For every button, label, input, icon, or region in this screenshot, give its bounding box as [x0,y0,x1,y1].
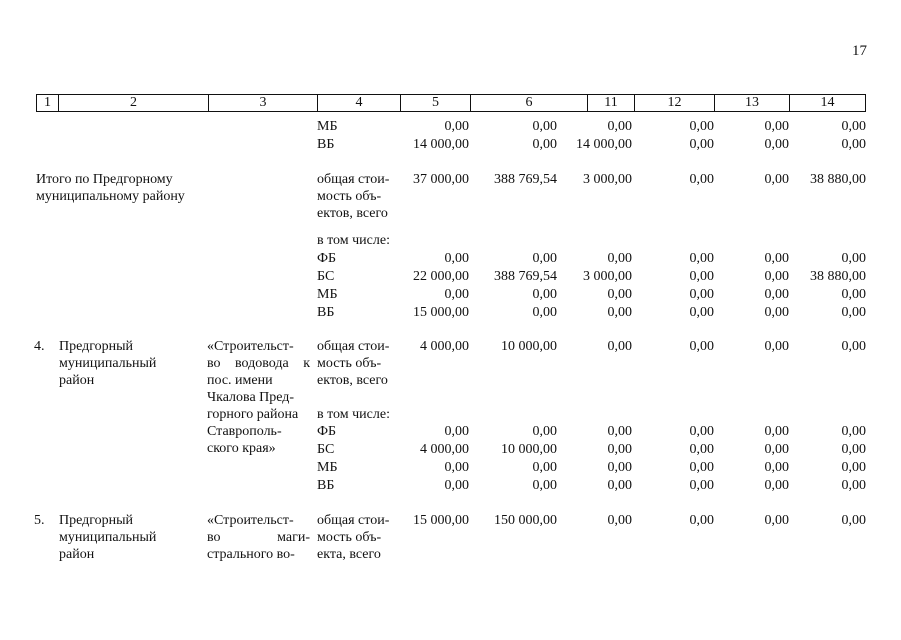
funding-source-label: ФБ [317,251,337,266]
object-name: во водовода к [207,356,310,371]
value-cell: 0,00 [607,339,632,354]
value-cell: 0,00 [532,478,557,493]
value-cell: 0,00 [444,251,469,266]
value-cell: 0,00 [607,305,632,320]
item-number: 4. [34,339,45,354]
value-cell: 0,00 [764,478,789,493]
value-cell: 10 000,00 [501,339,557,354]
value-cell: 4 000,00 [420,339,469,354]
value-cell: 3 000,00 [583,269,632,284]
value-cell: 0,00 [444,119,469,134]
value-cell: 0,00 [607,287,632,302]
object-name: горного района [207,407,299,422]
value-cell: 388 769,54 [494,269,557,284]
funding-source-label: БС [317,269,335,284]
value-cell: 0,00 [764,305,789,320]
value-cell: 22 000,00 [413,269,469,284]
header-col-14: 14 [820,95,835,110]
value-cell: 37 000,00 [413,172,469,187]
funding-source-label: МБ [317,119,338,134]
value-cell: 10 000,00 [501,442,557,457]
value-cell: 15 000,00 [413,305,469,320]
value-cell: 0,00 [841,287,866,302]
value-cell: 0,00 [607,478,632,493]
cost-label: екта, всего [317,547,381,562]
value-cell: 0,00 [444,287,469,302]
object-name: стрального во- [207,547,295,562]
value-cell: 0,00 [532,119,557,134]
object-name: маги- [277,530,310,545]
value-cell: 0,00 [607,513,632,528]
value-cell: 0,00 [689,287,714,302]
value-cell: 3 000,00 [583,172,632,187]
value-cell: 14 000,00 [413,137,469,152]
funding-source-label: ФБ [317,424,337,439]
object-name: пос. имени [207,373,273,388]
value-cell: 0,00 [607,442,632,457]
header-col-2: 2 [59,95,209,111]
including-label: в том числе: [317,233,390,248]
funding-source-label: ВБ [317,137,335,152]
value-cell: 0,00 [689,137,714,152]
value-cell: 0,00 [689,269,714,284]
value-cell: 388 769,54 [494,172,557,187]
value-cell: 4 000,00 [420,442,469,457]
header-col-5: 5 [401,95,471,111]
value-cell: 0,00 [764,460,789,475]
cost-label: общая стои- [317,172,390,187]
value-cell: 0,00 [764,172,789,187]
including-label: в том числе: [317,407,390,422]
value-cell: 0,00 [841,442,866,457]
value-cell: 0,00 [841,119,866,134]
funding-source-label: ВБ [317,478,335,493]
cost-label: ектов, всего [317,373,388,388]
total-name: муниципальному району [36,189,185,204]
value-cell: 0,00 [689,478,714,493]
value-cell: 38 880,00 [810,172,866,187]
header-col-3: 3 [209,95,318,111]
cost-label: ектов, всего [317,206,388,221]
value-cell: 0,00 [532,305,557,320]
value-cell: 0,00 [444,478,469,493]
cost-label: общая стои- [317,339,390,354]
district-name: муниципальный [59,530,157,545]
district-name: район [59,373,95,388]
value-cell: 0,00 [689,424,714,439]
value-cell: 0,00 [689,172,714,187]
value-cell: 0,00 [764,269,789,284]
table-header [36,94,866,112]
value-cell: 0,00 [764,287,789,302]
value-cell: 0,00 [841,251,866,266]
object-name: Ставрополь- [207,424,282,439]
value-cell: 0,00 [841,513,866,528]
object-name: Чкалова Пред- [207,390,295,405]
header-col-6: 6 [471,95,588,111]
cost-label: мость объ- [317,189,382,204]
header-col-13: 13 [715,95,790,111]
value-cell: 0,00 [444,460,469,475]
total-name: Итого по Предгорному [36,172,173,187]
value-cell: 0,00 [764,251,789,266]
cost-label: общая стои- [317,513,390,528]
value-cell: 0,00 [841,478,866,493]
funding-source-label: МБ [317,460,338,475]
value-cell: 0,00 [841,137,866,152]
value-cell: 0,00 [444,424,469,439]
value-cell: 0,00 [841,339,866,354]
value-cell: 0,00 [689,442,714,457]
district-name: Предгорный [59,513,134,528]
value-cell: 0,00 [764,424,789,439]
district-name: муниципальный [59,356,157,371]
funding-source-label: МБ [317,287,338,302]
page-number: 17 [852,43,867,59]
value-cell: 38 880,00 [810,269,866,284]
value-cell: 0,00 [607,424,632,439]
cost-label: мость объ- [317,530,382,545]
value-cell: 0,00 [532,287,557,302]
value-cell: 0,00 [764,442,789,457]
cost-label: мость объ- [317,356,382,371]
district-name: Предгорный [59,339,134,354]
district-name: район [59,547,95,562]
value-cell: 0,00 [841,424,866,439]
value-cell: 0,00 [532,251,557,266]
value-cell: 0,00 [689,460,714,475]
value-cell: 14 000,00 [576,137,632,152]
item-number: 5. [34,513,45,528]
object-name: во [207,530,221,545]
value-cell: 0,00 [764,119,789,134]
value-cell: 0,00 [689,251,714,266]
funding-source-label: ВБ [317,305,335,320]
value-cell: 0,00 [532,424,557,439]
value-cell: 0,00 [689,305,714,320]
header-col-4: 4 [318,95,401,111]
value-cell: 0,00 [532,460,557,475]
object-name: «Строительст- [207,513,294,528]
header-col-11: 11 [588,95,635,111]
value-cell: 0,00 [841,305,866,320]
value-cell: 0,00 [764,137,789,152]
value-cell: 15 000,00 [413,513,469,528]
value-cell: 0,00 [689,339,714,354]
value-cell: 0,00 [764,339,789,354]
object-name: «Строительст- [207,339,294,354]
value-cell: 0,00 [764,513,789,528]
funding-source-label: БС [317,442,335,457]
value-cell: 0,00 [841,460,866,475]
object-name: ского края» [207,441,276,456]
value-cell: 0,00 [607,119,632,134]
value-cell: 0,00 [607,251,632,266]
header-col-12: 12 [635,95,715,111]
header-col-1: 1 [37,95,59,111]
value-cell: 0,00 [689,119,714,134]
value-cell: 150 000,00 [494,513,557,528]
value-cell: 0,00 [689,513,714,528]
value-cell: 0,00 [607,460,632,475]
value-cell: 0,00 [532,137,557,152]
